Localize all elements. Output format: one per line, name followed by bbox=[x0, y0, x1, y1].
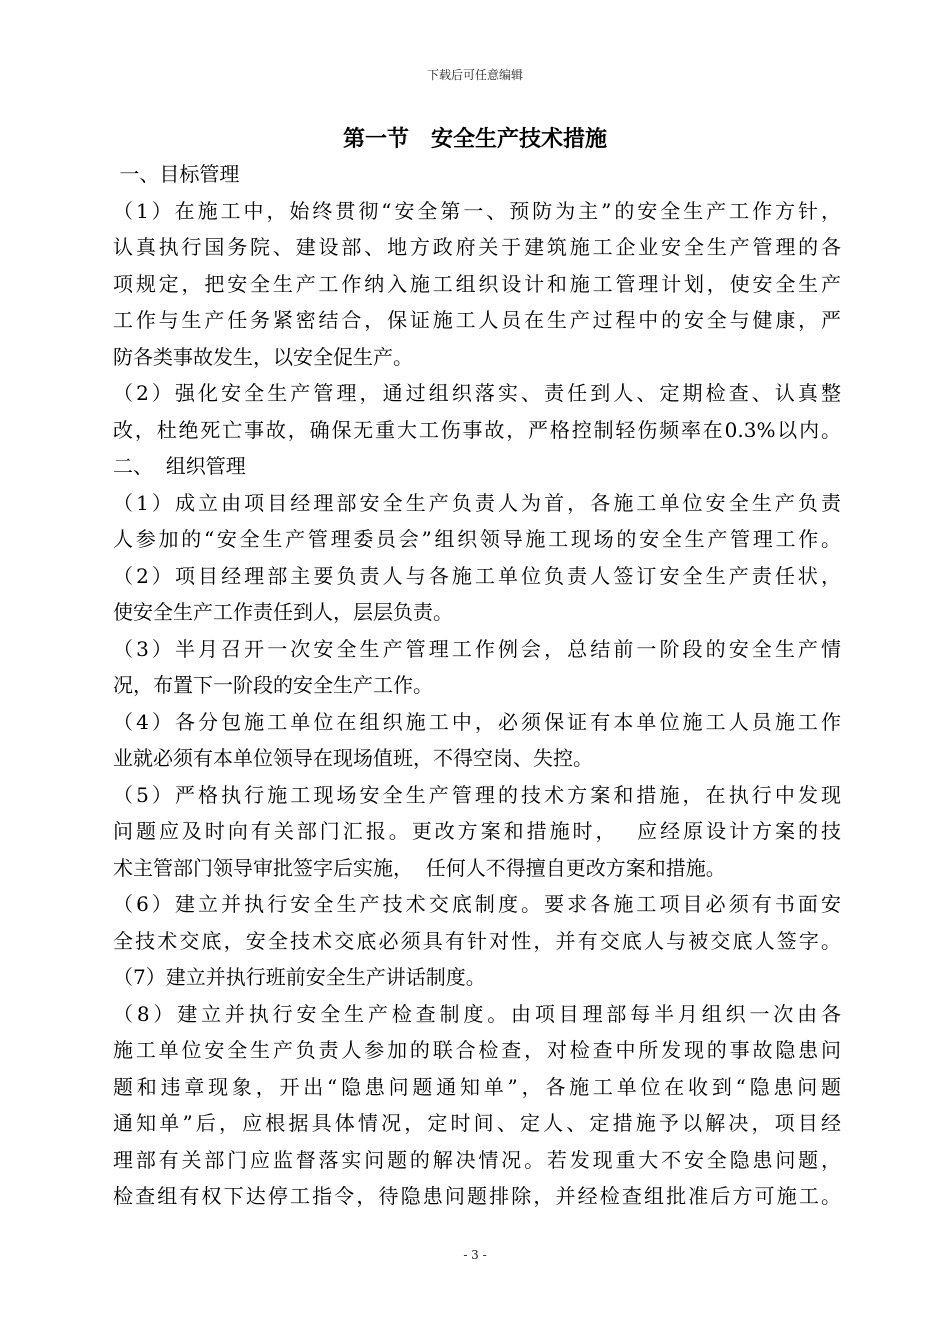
body-line: （7）建立并执行班前安全生产讲话制度。 bbox=[113, 965, 486, 989]
body-line: 检查组有权下达停工指令，待隐患问题排除，并经检查组批准后方可施工。 bbox=[113, 1184, 841, 1208]
body-line: （1）在施工中，始终贯彻“安全第一、预防为主”的安全生产工作方针， bbox=[113, 198, 841, 223]
body-line: 工作与生产任务紧密结合，保证施工人员在生产过程中的安全与健康，严 bbox=[113, 308, 841, 332]
body-line: 况，布置下一阶段的安全生产工作。 bbox=[113, 673, 433, 697]
body-line: 题和违章现象，开出“隐患问题通知单”，各施工单位在收到“隐患问题 bbox=[113, 1074, 841, 1099]
body-line: （3）半月召开一次安全生产管理工作例会，总结前一阶段的安全生产情 bbox=[113, 636, 841, 661]
body-line: 通知单”后，应根据具体情况，定时间、定人、定措施予以解决，项目经 bbox=[113, 1111, 841, 1135]
body-line: 认真执行国务院、建设部、地方政府关于建筑施工企业安全生产管理的各 bbox=[113, 235, 841, 259]
body-line: 人参加的“安全生产管理委员会”组织领导施工现场的安全生产管理工作。 bbox=[113, 527, 841, 551]
body-line: （6）建立并执行安全生产技术交底制度。要求各施工项目必须有书面安 bbox=[113, 892, 841, 916]
page-number: - 3 - bbox=[463, 1248, 487, 1262]
body-line: （2）强化安全生产管理，通过组织落实、责任到人、定期检查、认真整 bbox=[113, 381, 841, 405]
body-line: （5）严格执行施工现场安全生产管理的技术方案和措施，在执行中发现 bbox=[113, 782, 841, 807]
body-line: 问题应及时向有关部门汇报。更改方案和措施时， 应经原设计方案的技 bbox=[113, 819, 841, 843]
heading-goal-management: 一、目标管理 bbox=[113, 162, 240, 186]
body-line: （1）成立由项目经理部安全生产负责人为首，各施工单位安全生产负责 bbox=[113, 490, 841, 515]
body-line: 防各类事故发生，以安全促生产。 bbox=[113, 344, 413, 369]
body-line: 使安全生产工作责任到人，层层负责。 bbox=[113, 600, 453, 624]
page-header: 下载后可任意编辑 bbox=[426, 68, 523, 82]
section-title: 第一节 安全生产技术措施 bbox=[342, 126, 607, 152]
body-line: 改，杜绝死亡事故，确保无重大工伤事故，严格控制轻伤频率在0.3%以内。 bbox=[113, 417, 841, 442]
document-body bbox=[113, 156, 841, 1215]
body-line: 项规定，把安全生产工作纳入施工组织设计和施工管理计划，使安全生产 bbox=[113, 271, 841, 296]
body-line: 术主管部门领导审批签字后实施， 任何人不得擅自更改方案和措施。 bbox=[113, 855, 726, 880]
body-line: 业就必须有本单位领导在现场值班，不得空岗、失控。 bbox=[113, 746, 593, 770]
body-line: 施工单位安全生产负责人参加的联合检查，对检查中所发现的事故隐患问 bbox=[113, 1038, 841, 1062]
body-line: （2）项目经理部主要负责人与各施工单位负责人签订安全生产责任状， bbox=[113, 563, 841, 588]
body-line: 理部有关部门应监督落实问题的解决情况。若发现重大不安全隐患问题， bbox=[113, 1147, 841, 1172]
body-line: （4）各分包施工单位在组织施工中，必须保证有本单位施工人员施工作 bbox=[113, 709, 841, 734]
body-line: （8）建立并执行安全生产检查制度。由项目理部每半月组织一次由各 bbox=[113, 1001, 841, 1026]
body-line: 全技术交底，安全技术交底必须具有针对性，并有交底人与被交底人签字。 bbox=[113, 928, 841, 953]
heading-organization-management: 二、 组织管理 bbox=[113, 454, 246, 478]
